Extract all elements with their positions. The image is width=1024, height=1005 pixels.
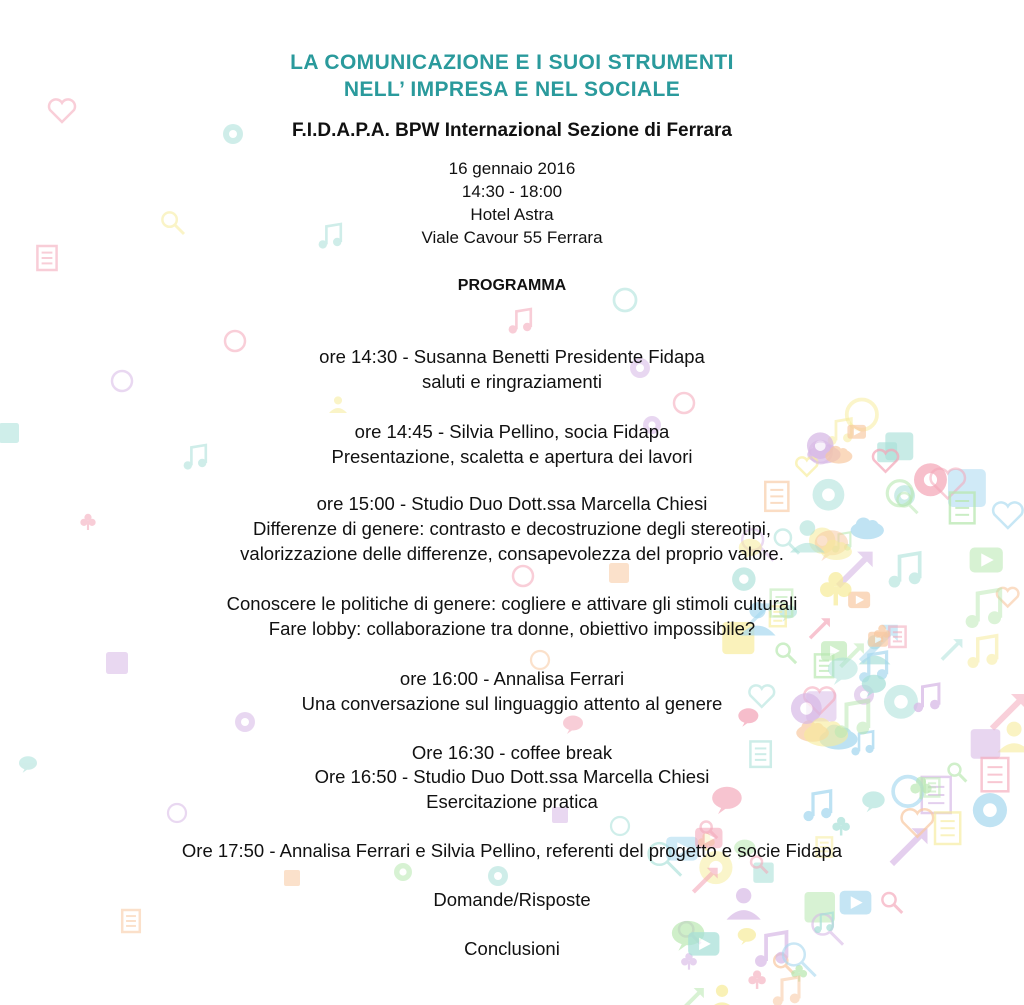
power-icon [488,866,508,886]
programme-line: valorizzazione delle differenze, consapevolezza del proprio valore. [240,543,784,564]
programme-line: Presentazione, scaletta e apertura dei lavori [331,446,693,467]
power-icon [748,970,766,989]
pin-icon [513,566,533,586]
cart-icon [753,862,773,882]
megaphone-icon [394,863,412,881]
programme-heading: PROGRAMMA [457,277,567,294]
programme-line: Ore 16:30 - coffee break [411,742,613,763]
event-address: Viale Cavour 55 Ferrara [421,228,603,247]
search-icon [708,985,735,1005]
programme-line: ore 14:30 - Susanna Benetti Presidente Fidapa [319,346,705,367]
programme-line: ore 14:45 - Silvia Pellino, socia Fidapa [354,421,670,442]
programme-line: ore 15:00 - Studio Duo Dott.ssa Marcella Chiesi [316,493,708,514]
instagram-icon [329,396,347,413]
event-time: 14:30 - 18:00 [461,182,563,201]
event-venue: Hotel Astra [470,205,554,224]
share-icon [509,309,532,334]
programme-line: Domande/Risposte [433,889,591,910]
play-icon [832,817,850,836]
wrench-icon [563,716,583,735]
programme-line: Esercitazione pratica [426,791,598,812]
play-icon [122,910,140,932]
programme-line: Conoscere le politiche di genere: cogliere e attivare gli stimoli culturali [226,593,798,614]
programme-line: Conclusioni [464,938,560,959]
airplane-icon [609,563,629,583]
quote-icon [773,977,800,1005]
search-icon [942,639,962,659]
programme-line: ore 16:00 - Annalisa Ferrari [399,668,625,689]
tv-icon [732,567,756,591]
lifebuoy-icon [681,988,704,1005]
event-title-line-2: NELL’ IMPRESA E NEL SOCIALE [343,78,681,101]
organization-name: F.I.D.A.P.A. BPW Internazional Sezione di Ferrara [292,120,732,141]
event-title-line-1: LA COMUNICAZIONE E I SUOI STRUMENTI [290,51,734,74]
programme-line: Differenze di genere: contrasto e decostruzione degli stereotipi, [253,518,771,539]
programme-line: Una conversazione sul linguaggio attento al genere [301,693,723,714]
event-date: 16 gennaio 2016 [448,159,576,178]
arrow-icon [777,644,797,664]
lifebuoy-icon [611,817,629,835]
programme-line: Fare lobby: collaborazione tra donne, obiettivo impossibile? [268,618,756,639]
skype-icon [674,393,694,413]
programme-line: saluti e ringraziamenti [422,371,602,392]
user-icon [284,870,300,886]
programme-line: Ore 16:50 - Studio Duo Dott.ssa Marcella Chiesi [314,766,710,787]
programme-line: Ore 17:50 - Annalisa Ferrari e Silvia Pellino, referenti del progetto e socie Fidapa [181,840,843,861]
